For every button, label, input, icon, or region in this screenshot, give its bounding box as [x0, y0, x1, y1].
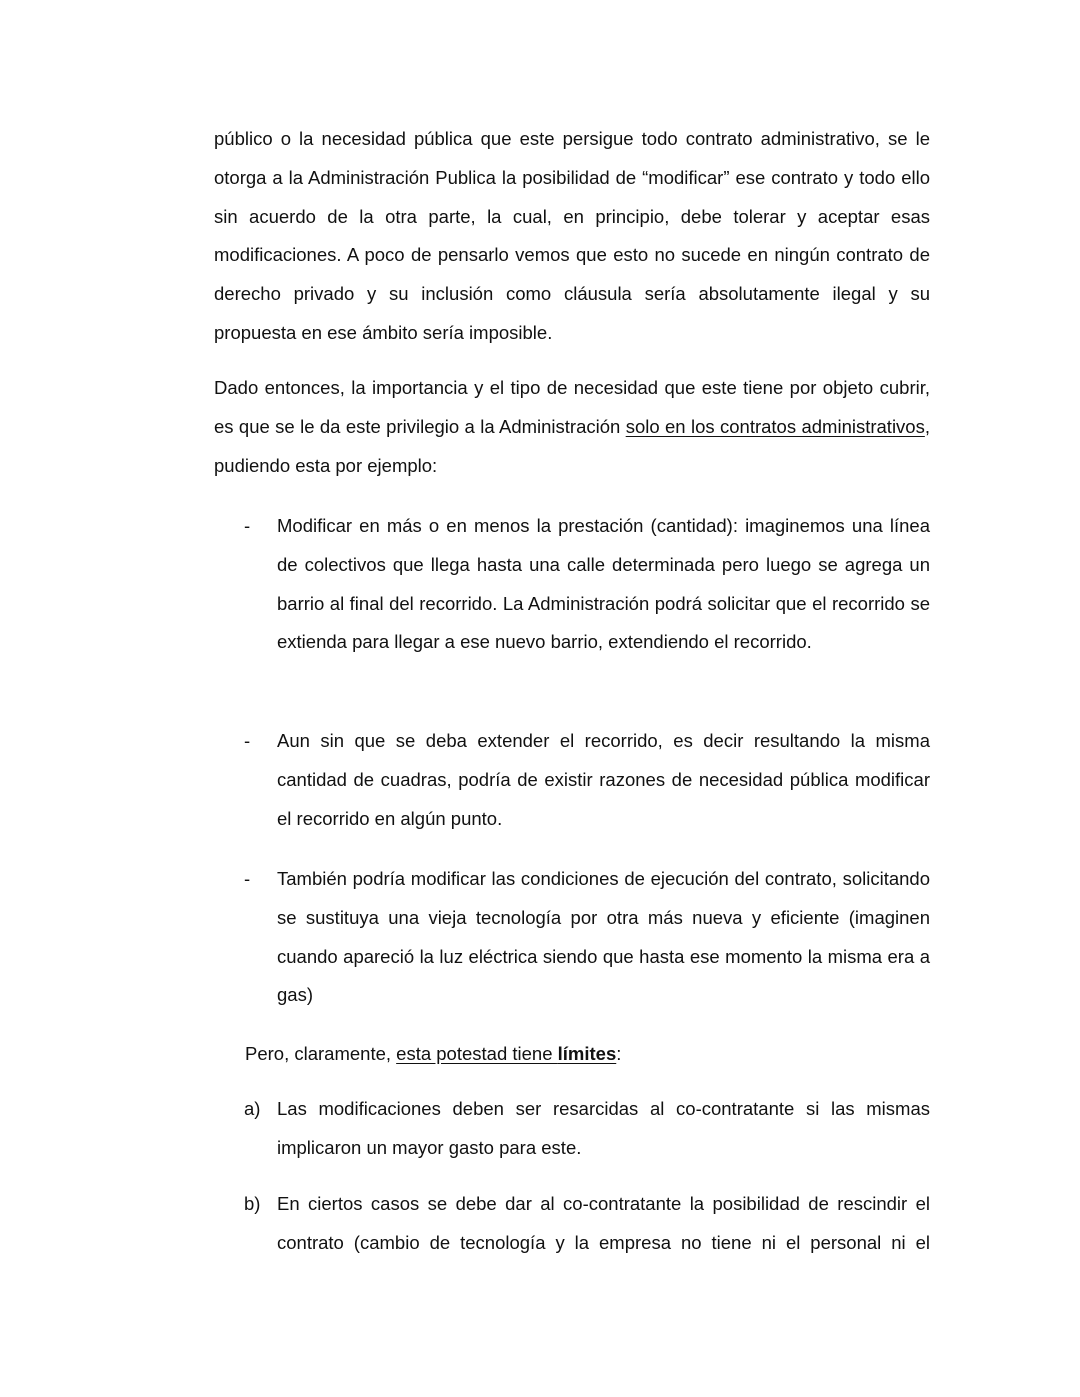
paragraph-2-text: Dado entonces, la importancia y el tipo de necesidad que este tiene por objeto cubrir, es que se le da este privilegio a la Administración	[214, 377, 930, 437]
list-item-text: Las modificaciones deben ser resarcidas al co-contratante si las mismas implicaron un mayor gasto para este.	[277, 1098, 930, 1158]
paragraph-2	[214, 369, 930, 485]
limits-intro-text: Pero, claramente,	[245, 1043, 397, 1064]
limits-intro-colon: :	[616, 1043, 622, 1064]
bullet-dash: -	[244, 730, 251, 751]
bullet-dash: -	[244, 515, 251, 536]
limits-intro	[245, 1035, 930, 1074]
bullet-dash: -	[244, 868, 251, 889]
paragraph-2-tail: , pudiendo esta por ejemplo:	[214, 415, 930, 476]
list-item-text: Modificar en más o en menos la prestación (cantidad): imaginemos una línea de colectivos que llega hasta una calle determinada pero luego se agrega un barrio al final del recorrido. La Administración podrá solicitar que el recorrido se extienda para llegar a ese nuevo barrio, extendiendo el recorrido.	[277, 515, 930, 653]
list-marker: a)	[244, 1098, 261, 1119]
list-item-text: En ciertos casos se debe dar al co-contratante la posibilidad de rescindir el contrato (cambio de tecnología y la empresa no tiene ni el personal ni el	[277, 1193, 930, 1253]
paragraph-2-underlined: solo en los contratos administrativos	[625, 415, 925, 437]
list-marker: b)	[244, 1193, 261, 1214]
list-item-text: Aun sin que se deba extender el recorrido, es decir resultando la misma cantidad de cuadras, podría de existir razones de necesidad pública modificar el recorrido en algún punto.	[277, 730, 930, 829]
limits-intro-underlined-text: esta potestad tiene	[396, 1043, 558, 1064]
list-item-text: También podría modificar las condiciones de ejecución del contrato, solicitando se sustituya una vieja tecnología por otra más nueva y eficiente (imaginen cuando apareció la luz eléctrica siendo que hasta ese momento la misma era a gas)	[277, 868, 930, 1006]
paragraph-1: público o la necesidad pública que este persigue todo contrato administrativo, se le otorga a la Administración Publica la posibilidad de “modificar” ese contrato y todo ello sin acuerdo de la otra parte, la cual, en principio, debe tolerar y aceptar esas modificaciones. A poco de pensarlo vemos que esto no sucede en ningún contrato de derecho privado y su inclusión como cláusula sería absolutamente ilegal y su propuesta en ese ámbito sería imposible.	[214, 128, 930, 343]
limits-intro-underlined	[396, 1043, 616, 1064]
limits-intro-bold: límites	[557, 1043, 617, 1064]
